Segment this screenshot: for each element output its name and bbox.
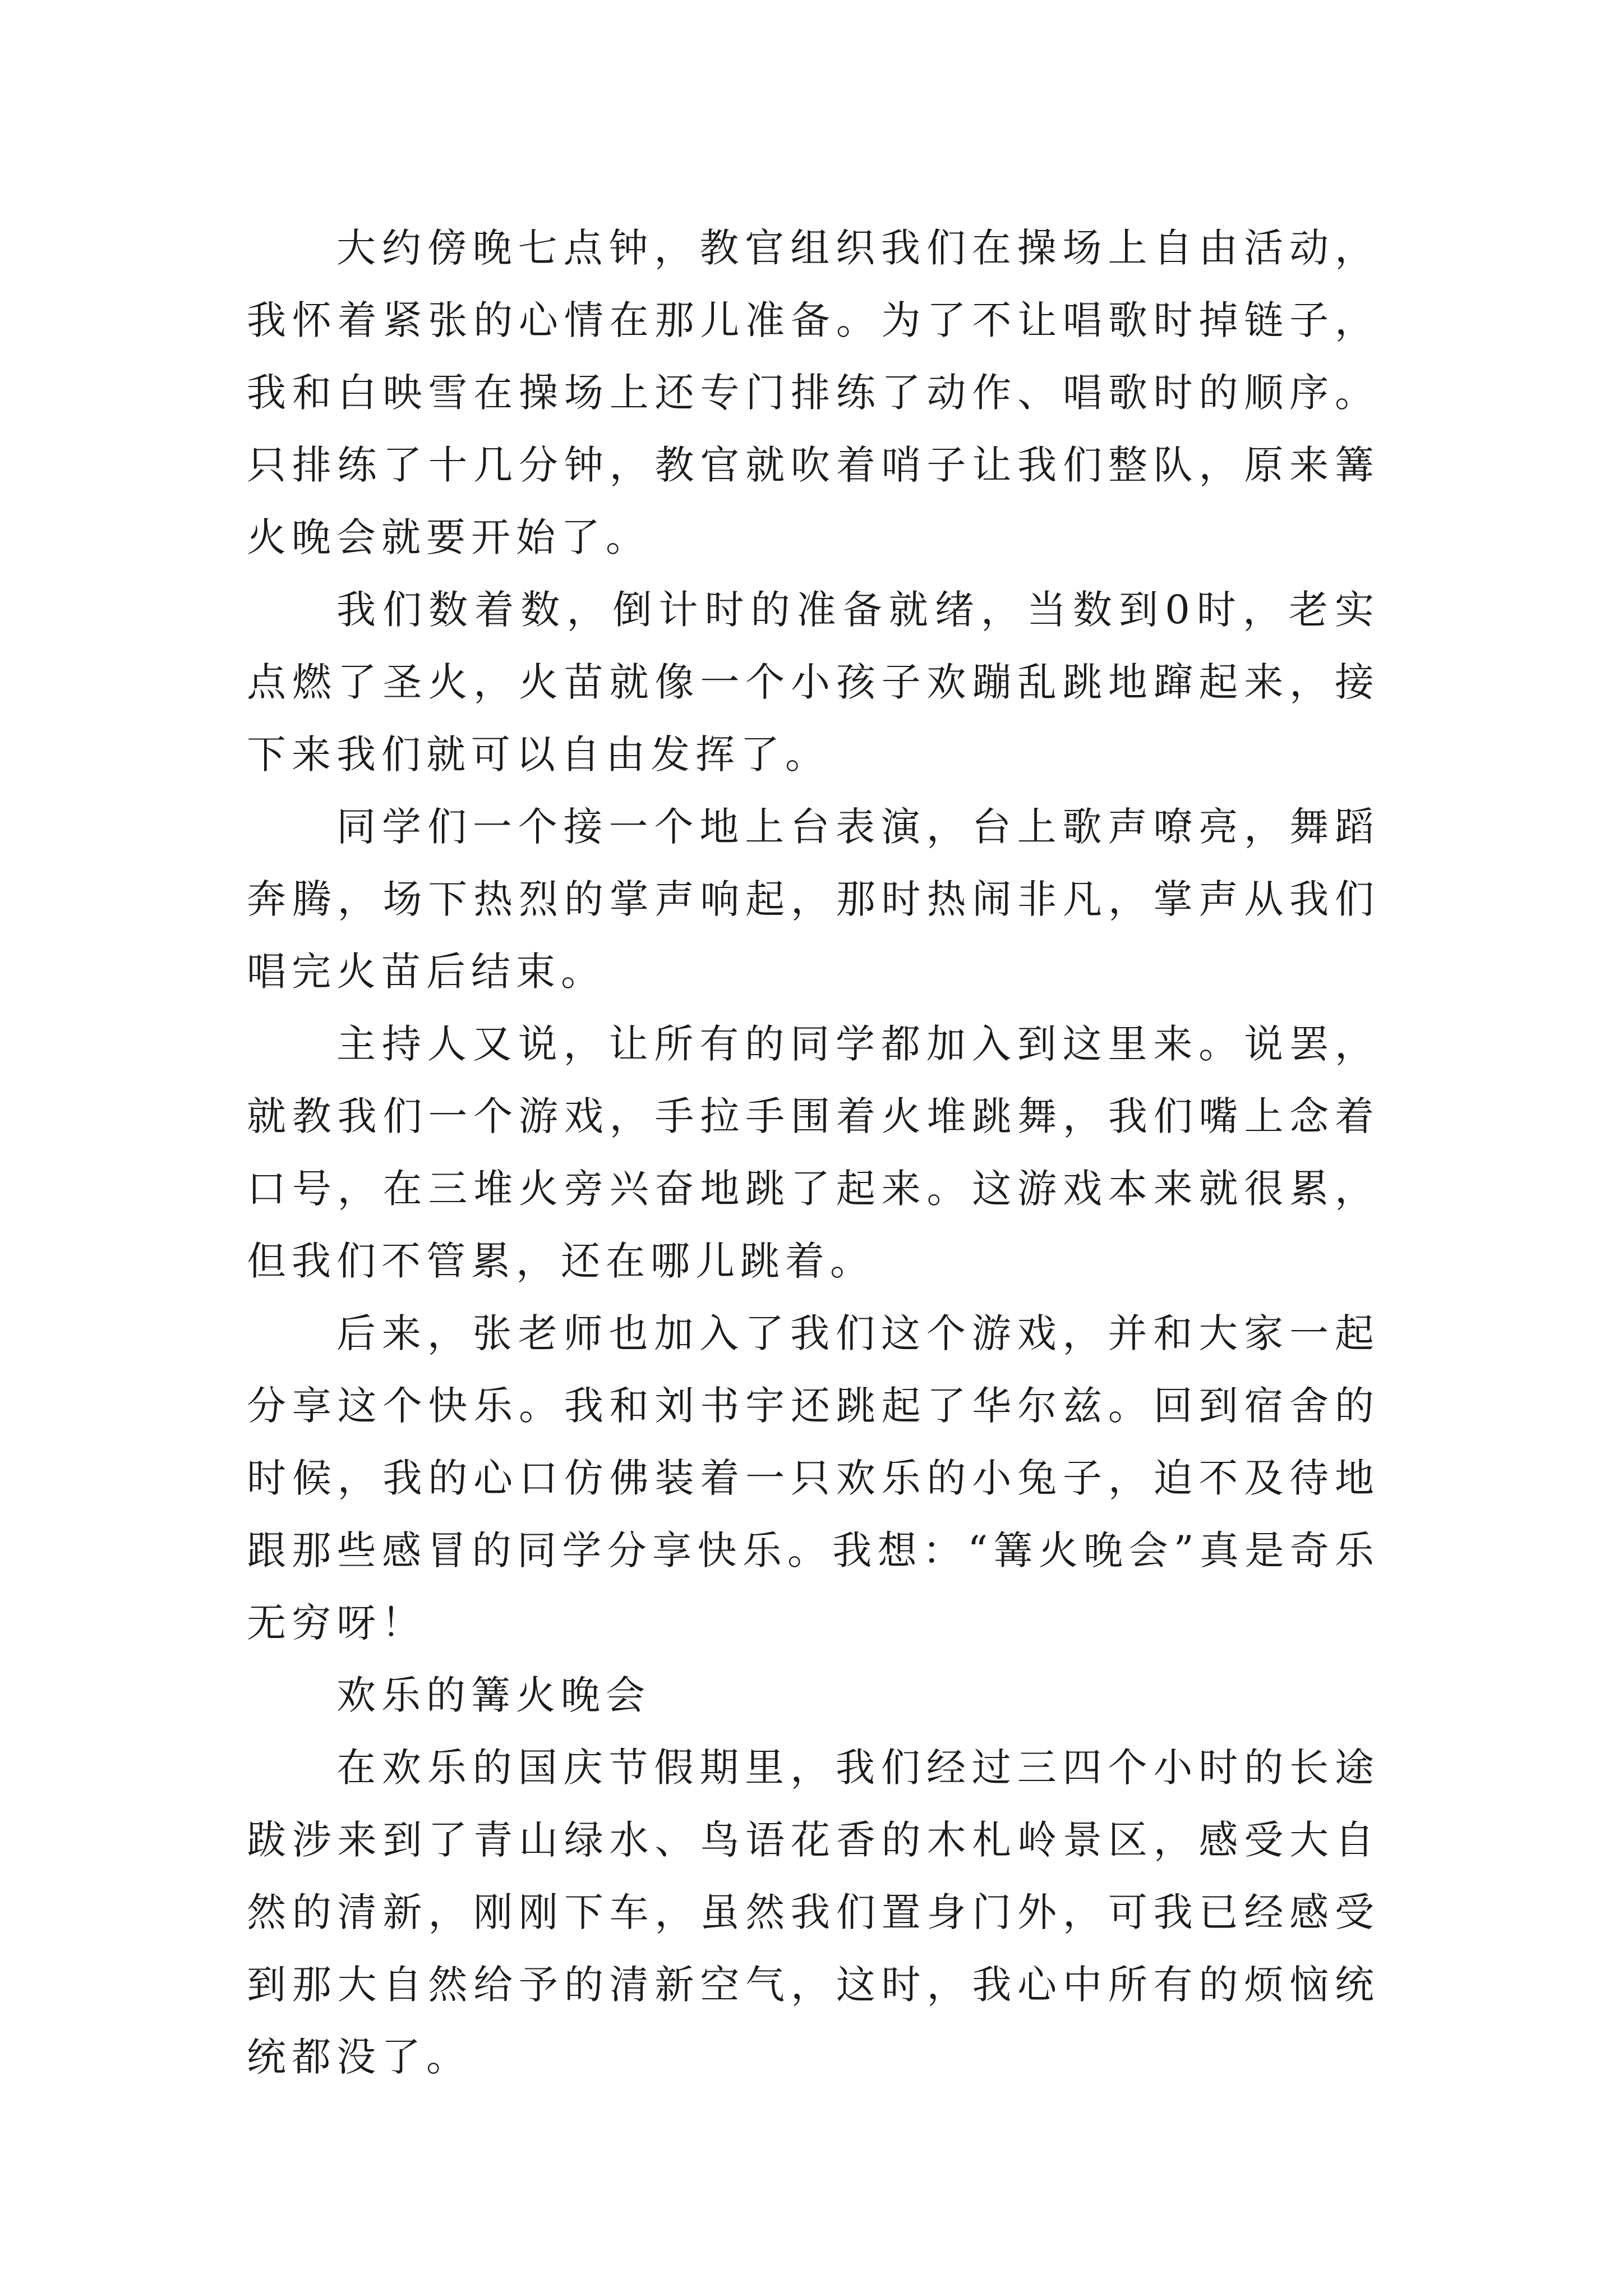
paragraph-group-game: 主持人又说，让所有的同学都加入到这里来。说罢，就教我们一个游戏，手拉手围着火堆跳舞，我们嘴上念着口号，在三堆火旁兴奋地跳了起来。这游戏本来就很累，但我们不管累，还在哪儿跳着。 [247,1021,1380,1284]
paragraph-teacher-joins: 后来，张老师也加入了我们这个游戏，并和大家一起分享这个快乐。我和刘书宇还跳起了华尔兹。回到宿舍的时候，我的心口仿佛装着一只欢乐的小兔子，迫不及待地跟那些感冒的同学分享快乐。我想：“篝火晚会”真是奇乐无穷呀！ [247,1310,1380,1646]
paragraph-countdown: 我们数着数，倒计时的准备就绪，当数到0时，老实点燃了圣火，火苗就像一个小孩子欢蹦乱跳地蹿起来，接下来我们就可以自由发挥了。 [247,587,1380,777]
paragraph-performances: 同学们一个接一个地上台表演，台上歌声嘹亮，舞蹈奔腾，场下热烈的掌声响起，那时热闹非凡，掌声从我们唱完火苗后结束。 [247,804,1380,995]
section-title: 欢乐的篝火晚会 [336,1672,651,1718]
paragraph-national-day-trip: 在欢乐的国庆节假期里，我们经过三四个小时的长途跋涉来到了青山绿水、鸟语花香的木札岭景区，感受大自然的清新，刚刚下车，虽然我们置身门外，可我已经感受到那大自然给予的清新空气，这时，我心中所有的烦恼统统都没了。 [247,1745,1380,2080]
article-body [247,212,1380,2093]
paragraph-bonfire-preparation: 大约傍晚七点钟，教官组织我们在操场上自由活动，我怀着紧张的心情在那儿准备。为了不让唱歌时掉链子，我和白映雪在操场上还专门排练了动作、唱歌时的顺序。只排练了十几分钟，教官就吹着哨子让我们整队，原来篝火晚会就要开始了。 [247,225,1380,560]
